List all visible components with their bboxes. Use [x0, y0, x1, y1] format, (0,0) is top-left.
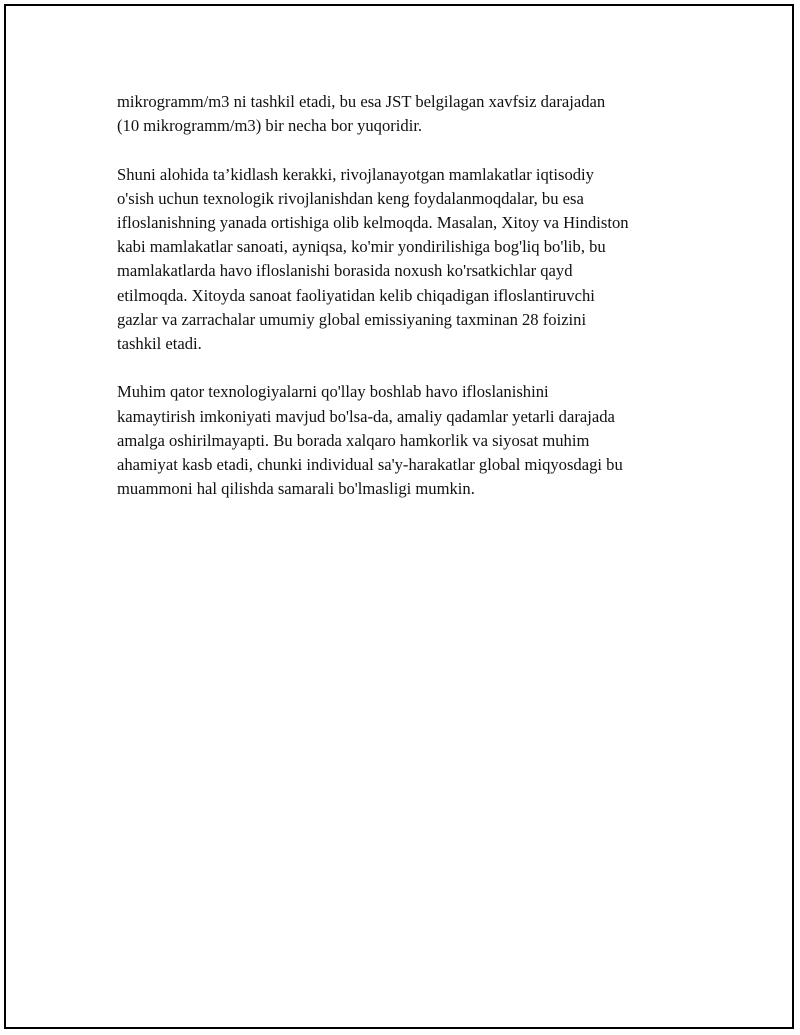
paragraph-1: mikrogramm/m3 ni tashkil etadi, bu esa JST belgilagan xavfsiz darajadan (10 mikrogramm/m3) bir necha bor yuqoridir.: [117, 92, 606, 136]
paragraph-3: Muhim qator texnologiyalarni qo'llay boshlab havo ifloslanishini kamaytirish imkoniyati mavjud bo'lsa-da, amaliy qadamlar yetarli darajada amalga oshirilmayapti. Bu borada xalqaro hamkorlik va siyosat muhim ahamiyat kasb etadi, chunki individual sa'y-harakatlar global miqyosdagi bu muammoni hal qilishda samarali bo'lmasligi mumkin.: [117, 382, 623, 499]
document-body: [117, 90, 702, 526]
paragraph-2: Shuni alohida ta’kidlash kerakki, rivojlanayotgan mamlakatlar iqtisodiy o'sish uchun texnologik rivojlanishdan keng foydalanmoqdalar, bu esa ifloslanishning yanada ortishiga olib kelmoqda. Masalan, Xitoy va Hindiston kabi mamlakatlar sanoati, ayniqsa, ko'mir yondirilishiga bog'liq bo'lib, bu mamlakatlarda havo ifloslanishi borasida noxush ko'rsatkichlar qayd etilmoqda. Xitoyda sanoat faoliyatidan kelib chiqadigan ifloslantiruvchi gazlar va zarrachalar umumiy global emissiyaning taxminan 28 foizini tashkil etadi.: [117, 164, 629, 354]
